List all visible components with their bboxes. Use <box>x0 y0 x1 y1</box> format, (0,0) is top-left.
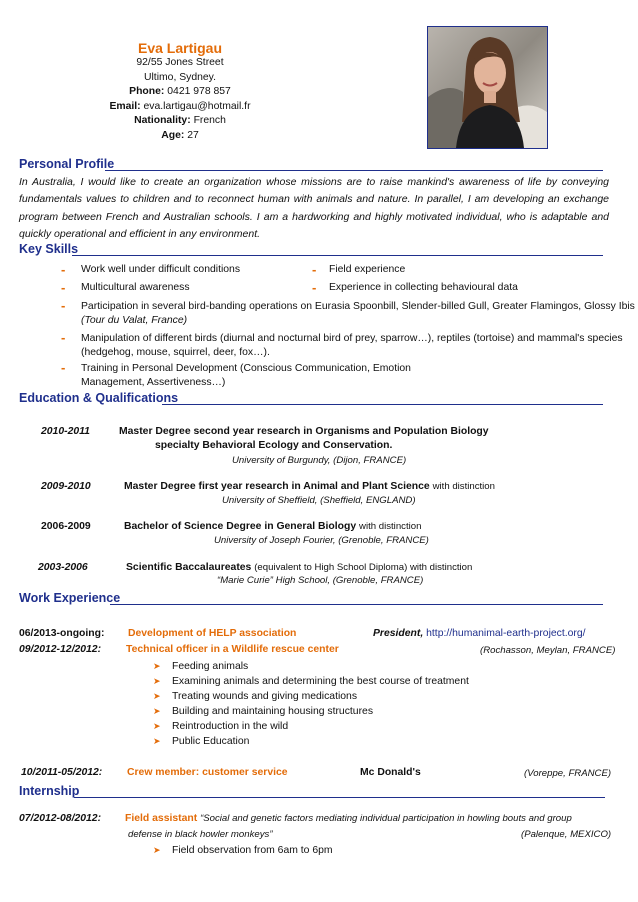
job-role-line <box>373 628 586 639</box>
degree-title: Master Degree second year research in Organisms and Population Biology <box>119 426 489 437</box>
nationality-label: Nationality: <box>134 115 191 126</box>
bullet-dash-icon: - <box>61 262 66 277</box>
school-name: University of Burgundy, (Dijon, FRANCE) <box>232 455 407 466</box>
task-item: Examining animals and determining the best course of treatment <box>172 676 469 687</box>
degree-title: Scientific Baccalaureates <box>126 562 252 573</box>
education-heading: Education & Qualifications <box>19 391 179 405</box>
skill-text: Training in Personal Development (Conscious Communication, Emotion <box>81 363 411 374</box>
bullet-dash-icon: - <box>61 360 66 375</box>
candidate-name: Eva Lartigau <box>137 40 223 56</box>
skills-heading: Key Skills <box>19 242 79 256</box>
degree-title-continued: specialty Behavioral Ecology and Conservation. <box>155 440 393 451</box>
email-label: Email: <box>109 100 141 112</box>
internship-rule <box>74 797 605 798</box>
school-name: University of Sheffield, (Sheffield, ENGLAND) <box>222 495 416 506</box>
website-link[interactable]: http://humanimal-earth-project.org/ <box>426 628 586 639</box>
bullet-dash-icon: - <box>61 280 66 295</box>
job-title: Development of HELP association <box>128 628 297 639</box>
skill-item: Multicultural awareness <box>81 282 190 293</box>
profile-text: In Australia, I would like to create an organization whose missions are to raise mankind's awareness of life by conveying fundamentals values to children and to reconnect human with animals and nature. In parallel, I am developing an exchange program between French and Australian schools. I am a hardworking and highly motivated individual, who is adaptable and quickly operational and efficient in any environment. <box>19 176 609 240</box>
profile-rule <box>105 170 603 171</box>
profile-heading: Personal Profile <box>19 157 115 171</box>
bullet-dash-icon: - <box>312 280 317 295</box>
skill-text: Participation in several bird-banding operations on Eurasia Spoonbill, Slender-billed Gull, Greater Flamingos, Glossy Ibis <box>81 301 635 312</box>
education-rule <box>162 404 603 405</box>
skill-item: Work well under difficult conditions <box>81 264 241 275</box>
degree-distinction: with distinction <box>359 521 422 532</box>
internship-title: Field assistant <box>125 813 198 824</box>
internship-description-continued: defense in black howler monkeys” <box>128 829 273 840</box>
arrow-bullet-icon: ➤ <box>153 661 161 671</box>
task-item: Treating wounds and giving medications <box>172 691 358 702</box>
email-value[interactable]: eva.lartigau@hotmail.fr <box>143 100 251 112</box>
bullet-dash-icon: - <box>61 298 66 313</box>
skill-item-full <box>81 332 623 360</box>
education-years: 2010-2011 <box>41 426 90 437</box>
work-rule <box>110 604 603 605</box>
job-location: (Voreppe, FRANCE) <box>524 768 612 779</box>
skill-item: Field experience <box>329 264 406 275</box>
school-name: University of Joseph Fourier, (Grenoble, FRANCE) <box>214 535 429 546</box>
internship-title-line <box>125 813 572 824</box>
email-line <box>60 100 300 115</box>
internship-dates: 07/2012-08/2012: <box>19 813 102 824</box>
arrow-bullet-icon: ➤ <box>153 721 161 731</box>
bullet-dash-icon: - <box>312 262 317 277</box>
degree-line <box>124 481 495 492</box>
degree-distinction: with distinction <box>432 481 495 492</box>
internship-heading: Internship <box>19 784 80 798</box>
work-heading: Work Experience <box>19 591 121 605</box>
degree-distinction: (equivalent to High School Diploma) with distinction <box>254 562 473 573</box>
task-item: Feeding animals <box>172 661 249 672</box>
job-title: Technical officer in a Wildlife rescue center <box>126 644 339 655</box>
age-line <box>60 129 300 144</box>
job-role: President, <box>373 628 424 639</box>
skill-text-continued: (hedgehog, mouse, squirrel, deer, fox…). <box>81 347 270 358</box>
arrow-bullet-icon: ➤ <box>153 706 161 716</box>
job-dates: 06/2013-ongoing: <box>19 628 105 639</box>
task-item: Reintroduction in the wild <box>172 721 289 732</box>
education-years: 2006-2009 <box>41 521 91 532</box>
education-years: 2009-2010 <box>41 481 91 492</box>
school-name: “Marie Curie” High School, (Grenoble, FRANCE) <box>217 575 424 586</box>
job-employer: Mc Donald's <box>360 767 421 778</box>
job-dates: 10/2011-05/2012: <box>21 767 103 778</box>
phone-label: Phone: <box>129 86 165 97</box>
address-line-2: Ultimo, Sydney. <box>144 71 216 83</box>
arrow-bullet-icon: ➤ <box>153 676 161 686</box>
task-item: Field observation from 6am to 6pm <box>172 845 333 856</box>
bullet-dash-icon: - <box>61 330 66 345</box>
phone-value: 0421 978 857 <box>167 86 231 97</box>
degree-title: Bachelor of Science Degree in General Biology <box>124 521 357 532</box>
skill-note: (Tour du Valat, France) <box>81 315 188 326</box>
skill-text-continued: Management, Assertiveness…) <box>81 377 226 388</box>
degree-line <box>126 562 472 573</box>
skill-item-full <box>81 300 635 328</box>
skill-item: Experience in collecting behavioural data <box>329 282 518 293</box>
nationality-line <box>60 114 300 129</box>
job-location: (Rochasson, Meylan, FRANCE) <box>480 645 616 656</box>
skill-text: Manipulation of different birds (diurnal and nocturnal bird of prey, sparrow…), reptiles (tortoise) and mammal's species <box>81 333 623 344</box>
age-label: Age: <box>161 129 185 141</box>
arrow-bullet-icon: ➤ <box>153 845 161 855</box>
job-dates: 09/2012-12/2012: <box>19 644 102 655</box>
phone-line <box>60 85 300 100</box>
skills-rule <box>72 255 603 256</box>
age-value: 27 <box>187 129 199 141</box>
education-years: 2003-2006 <box>38 562 88 573</box>
arrow-bullet-icon: ➤ <box>153 736 161 746</box>
skill-item-full <box>81 362 611 390</box>
portrait-image <box>428 27 547 148</box>
profile-photo <box>427 26 548 149</box>
internship-location: (Palenque, MEXICO) <box>521 829 612 840</box>
arrow-bullet-icon: ➤ <box>153 691 161 701</box>
task-item: Building and maintaining housing structures <box>172 706 374 717</box>
nationality-value: French <box>193 115 226 126</box>
task-item: Public Education <box>172 736 250 747</box>
job-title: Crew member: customer service <box>127 767 288 778</box>
internship-description: “Social and genetic factors mediating individual participation in howling bouts and group <box>200 813 572 824</box>
address-line-1: 92/55 Jones Street <box>136 57 224 68</box>
degree-title: Master Degree first year research in Animal and Plant Science <box>124 481 430 492</box>
contact-block <box>60 40 300 143</box>
degree-line <box>124 521 421 532</box>
